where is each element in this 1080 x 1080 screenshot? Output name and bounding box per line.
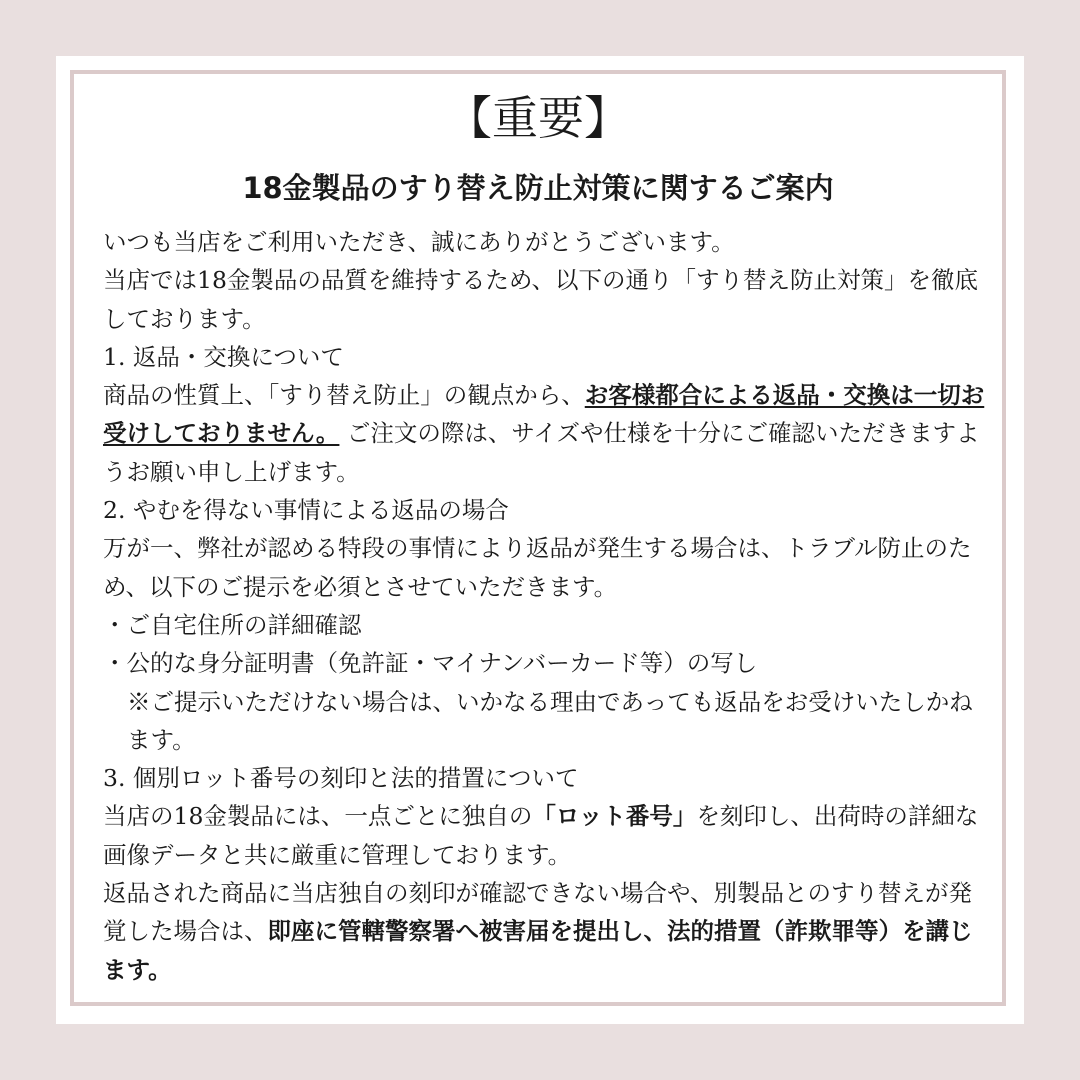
section-1-text	[103, 376, 993, 491]
section-1-emphasis: お客様都合による返品・交換は一切お受けしておりません。	[103, 381, 985, 448]
section-2-note: ※ご提示いただけない場合は、いかなる理由であっても返品をお受けいたしかねます。	[127, 687, 973, 754]
page-title: 【重要】	[446, 91, 630, 145]
notice-subtitle: 18金製品のすり替え防止対策に関するご案内	[242, 171, 834, 205]
section-3-lot-before: 当店の18金製品には、一点ごとに独自の	[103, 802, 533, 831]
intro-greeting: いつも当店をご利用いただき、誠にありがとうございます。	[103, 228, 735, 256]
section-3-title: 3. 個別ロット番号の刻印と法的措置について	[103, 764, 579, 793]
section-1-text-after: ご注文の際は、サイズや仕様を十分にご確認いただきますようお願い申し上げます。	[103, 419, 980, 486]
section-1-text-before: 商品の性質上、「すり替え防止」の観点から、	[103, 381, 585, 410]
section-2-title: 2. やむを得ない事情による返品の場合	[103, 496, 509, 525]
section-3-legal-before: 返品された商品に当店独自の刻印が確認できない場合や、別製品とのすり替えが発覚した場合は、	[103, 879, 973, 946]
section-3-legal-text	[103, 874, 993, 989]
notice-body	[103, 223, 993, 989]
intro-policy: 当店では18金製品の品質を維持するため、以下の通り「すり替え防止対策」を徹底しております。	[103, 266, 978, 333]
section-2-text: 万が一、弊社が認める特段の事情により返品が発生する場合は、トラブル防止のため、以下のご提示を必須とさせていただきます。	[103, 534, 972, 601]
section-3-lot-emphasis: 「ロット番号」	[532, 802, 697, 831]
section-1-title: 1. 返品・交換について	[103, 342, 344, 371]
section-3-lot-text	[103, 797, 993, 874]
section-3-lot-after: を刻印し、出荷時の詳細な画像データと共に厳重に管理しております。	[103, 802, 979, 869]
section-3-legal-emphasis: 即座に管轄警察署へ被害届を提出し、法的措置（詐欺罪等）を講じます。	[103, 917, 973, 984]
section-2-bullet-id: ・公的な身分証明書（免許証・マイナンバーカード等）の写し	[103, 649, 758, 678]
section-2-bullet-address: ・ご自宅住所の詳細確認	[103, 610, 362, 639]
